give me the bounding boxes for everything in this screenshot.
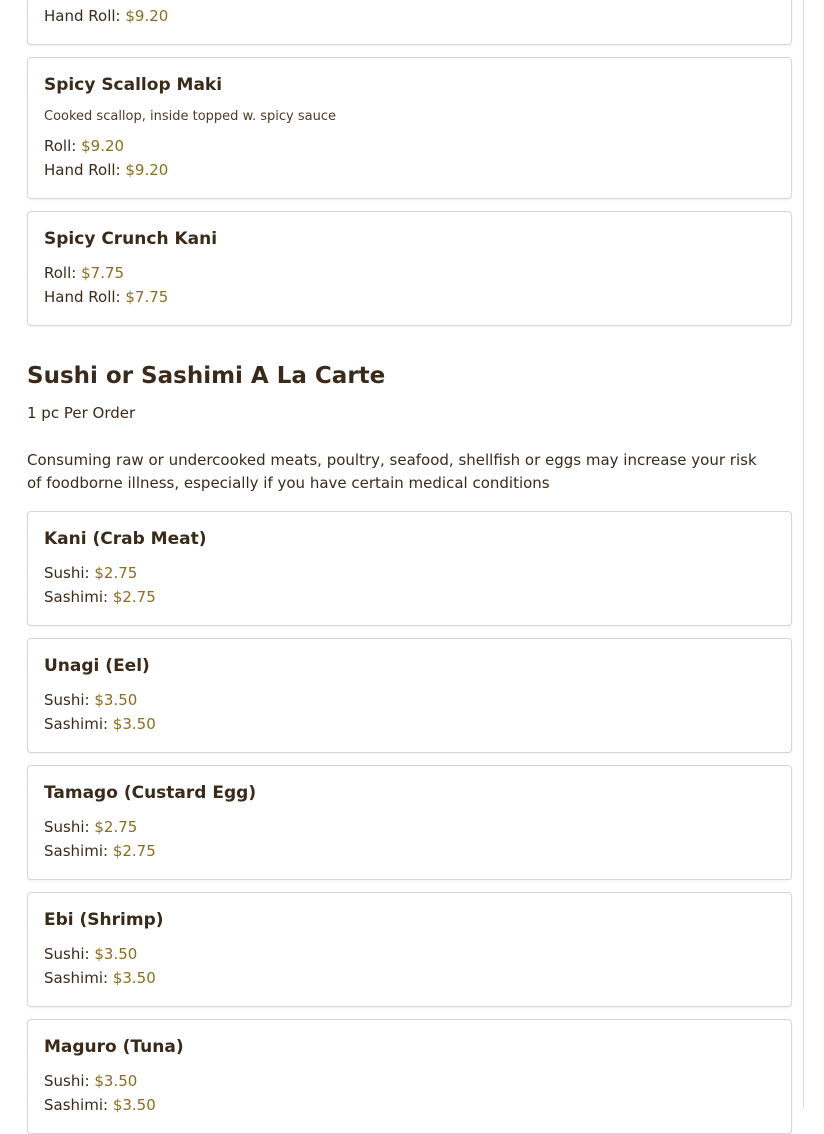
menu-item-card[interactable]	[27, 511, 792, 626]
section-subtitle: 1 pc Per Order	[27, 404, 136, 422]
menu-item-card[interactable]	[27, 892, 792, 1007]
item-name: Kani (Crab Meat)	[44, 529, 207, 549]
price-line-sashimi	[44, 969, 156, 987]
price-label: Sashimi:	[44, 715, 109, 733]
item-description: Cooked scallop, inside topped w. spicy sauce	[44, 109, 337, 124]
item-name: Tamago (Custard Egg)	[44, 783, 257, 803]
price-label: Sashimi:	[44, 842, 109, 860]
price-line-sashimi	[44, 715, 156, 733]
price-line-sushi	[44, 818, 137, 836]
price-line-hand-roll	[44, 161, 168, 179]
item-name: Unagi (Eel)	[44, 656, 150, 676]
price-amount: $9.20	[125, 7, 169, 25]
price-line-sashimi	[44, 588, 156, 606]
price-line-sushi	[44, 945, 137, 963]
price-label: Hand Roll:	[44, 288, 121, 306]
price-amount: $9.20	[125, 161, 169, 179]
price-label: Roll:	[44, 137, 77, 155]
item-name: Spicy Crunch Kani	[44, 229, 218, 249]
price-label: Sushi:	[44, 945, 90, 963]
menu-item-card[interactable]	[27, 0, 792, 45]
menu-item-card[interactable]	[27, 57, 792, 199]
menu-item-card[interactable]	[27, 1019, 792, 1134]
price-line-sushi	[44, 1072, 137, 1090]
price-label: Sushi:	[44, 1072, 90, 1090]
item-name: Ebi (Shrimp)	[44, 910, 164, 930]
price-amount: $3.50	[94, 945, 138, 963]
section-title: Sushi or Sashimi A La Carte	[27, 363, 386, 389]
price-line-roll	[44, 264, 124, 282]
price-line-sushi	[44, 564, 137, 582]
price-line-sushi	[44, 691, 137, 709]
price-label: Sashimi:	[44, 588, 109, 606]
item-name: Spicy Scallop Maki	[44, 75, 223, 95]
price-label: Sushi:	[44, 818, 90, 836]
price-amount: $7.75	[81, 264, 125, 282]
raw-food-warning: Consuming raw or undercooked meats, poultry, seafood, shellfish or eggs may increase your risk of foodborne illness, especially if you have certain medical conditions	[27, 451, 757, 492]
menu-item-card[interactable]	[27, 211, 792, 326]
price-label: Hand Roll:	[44, 161, 121, 179]
item-name: Maguro (Tuna)	[44, 1037, 184, 1057]
price-line-sashimi	[44, 1096, 156, 1114]
price-amount: $2.75	[112, 588, 156, 606]
price-amount: $3.50	[94, 691, 138, 709]
menu-item-card[interactable]	[27, 638, 792, 753]
price-amount: $2.75	[112, 842, 156, 860]
price-amount: $2.75	[94, 564, 138, 582]
price-label: Roll:	[44, 264, 77, 282]
price-amount: $3.50	[112, 715, 156, 733]
price-amount: $3.50	[112, 969, 156, 987]
menu-item-card[interactable]	[27, 765, 792, 880]
price-label: Sashimi:	[44, 969, 109, 987]
page-edge-divider	[803, 0, 804, 1108]
price-line-roll	[44, 137, 124, 155]
price-line-hand-roll	[44, 288, 168, 306]
price-label: Sushi:	[44, 691, 90, 709]
price-line-hand-roll	[44, 7, 168, 25]
price-amount: $3.50	[112, 1096, 156, 1114]
price-amount: $9.20	[81, 137, 125, 155]
price-amount: $7.75	[125, 288, 169, 306]
price-amount: $3.50	[94, 1072, 138, 1090]
price-amount: $2.75	[94, 818, 138, 836]
price-label: Sushi:	[44, 564, 90, 582]
price-label: Hand Roll:	[44, 7, 121, 25]
price-line-sashimi	[44, 842, 156, 860]
price-label: Sashimi:	[44, 1096, 109, 1114]
